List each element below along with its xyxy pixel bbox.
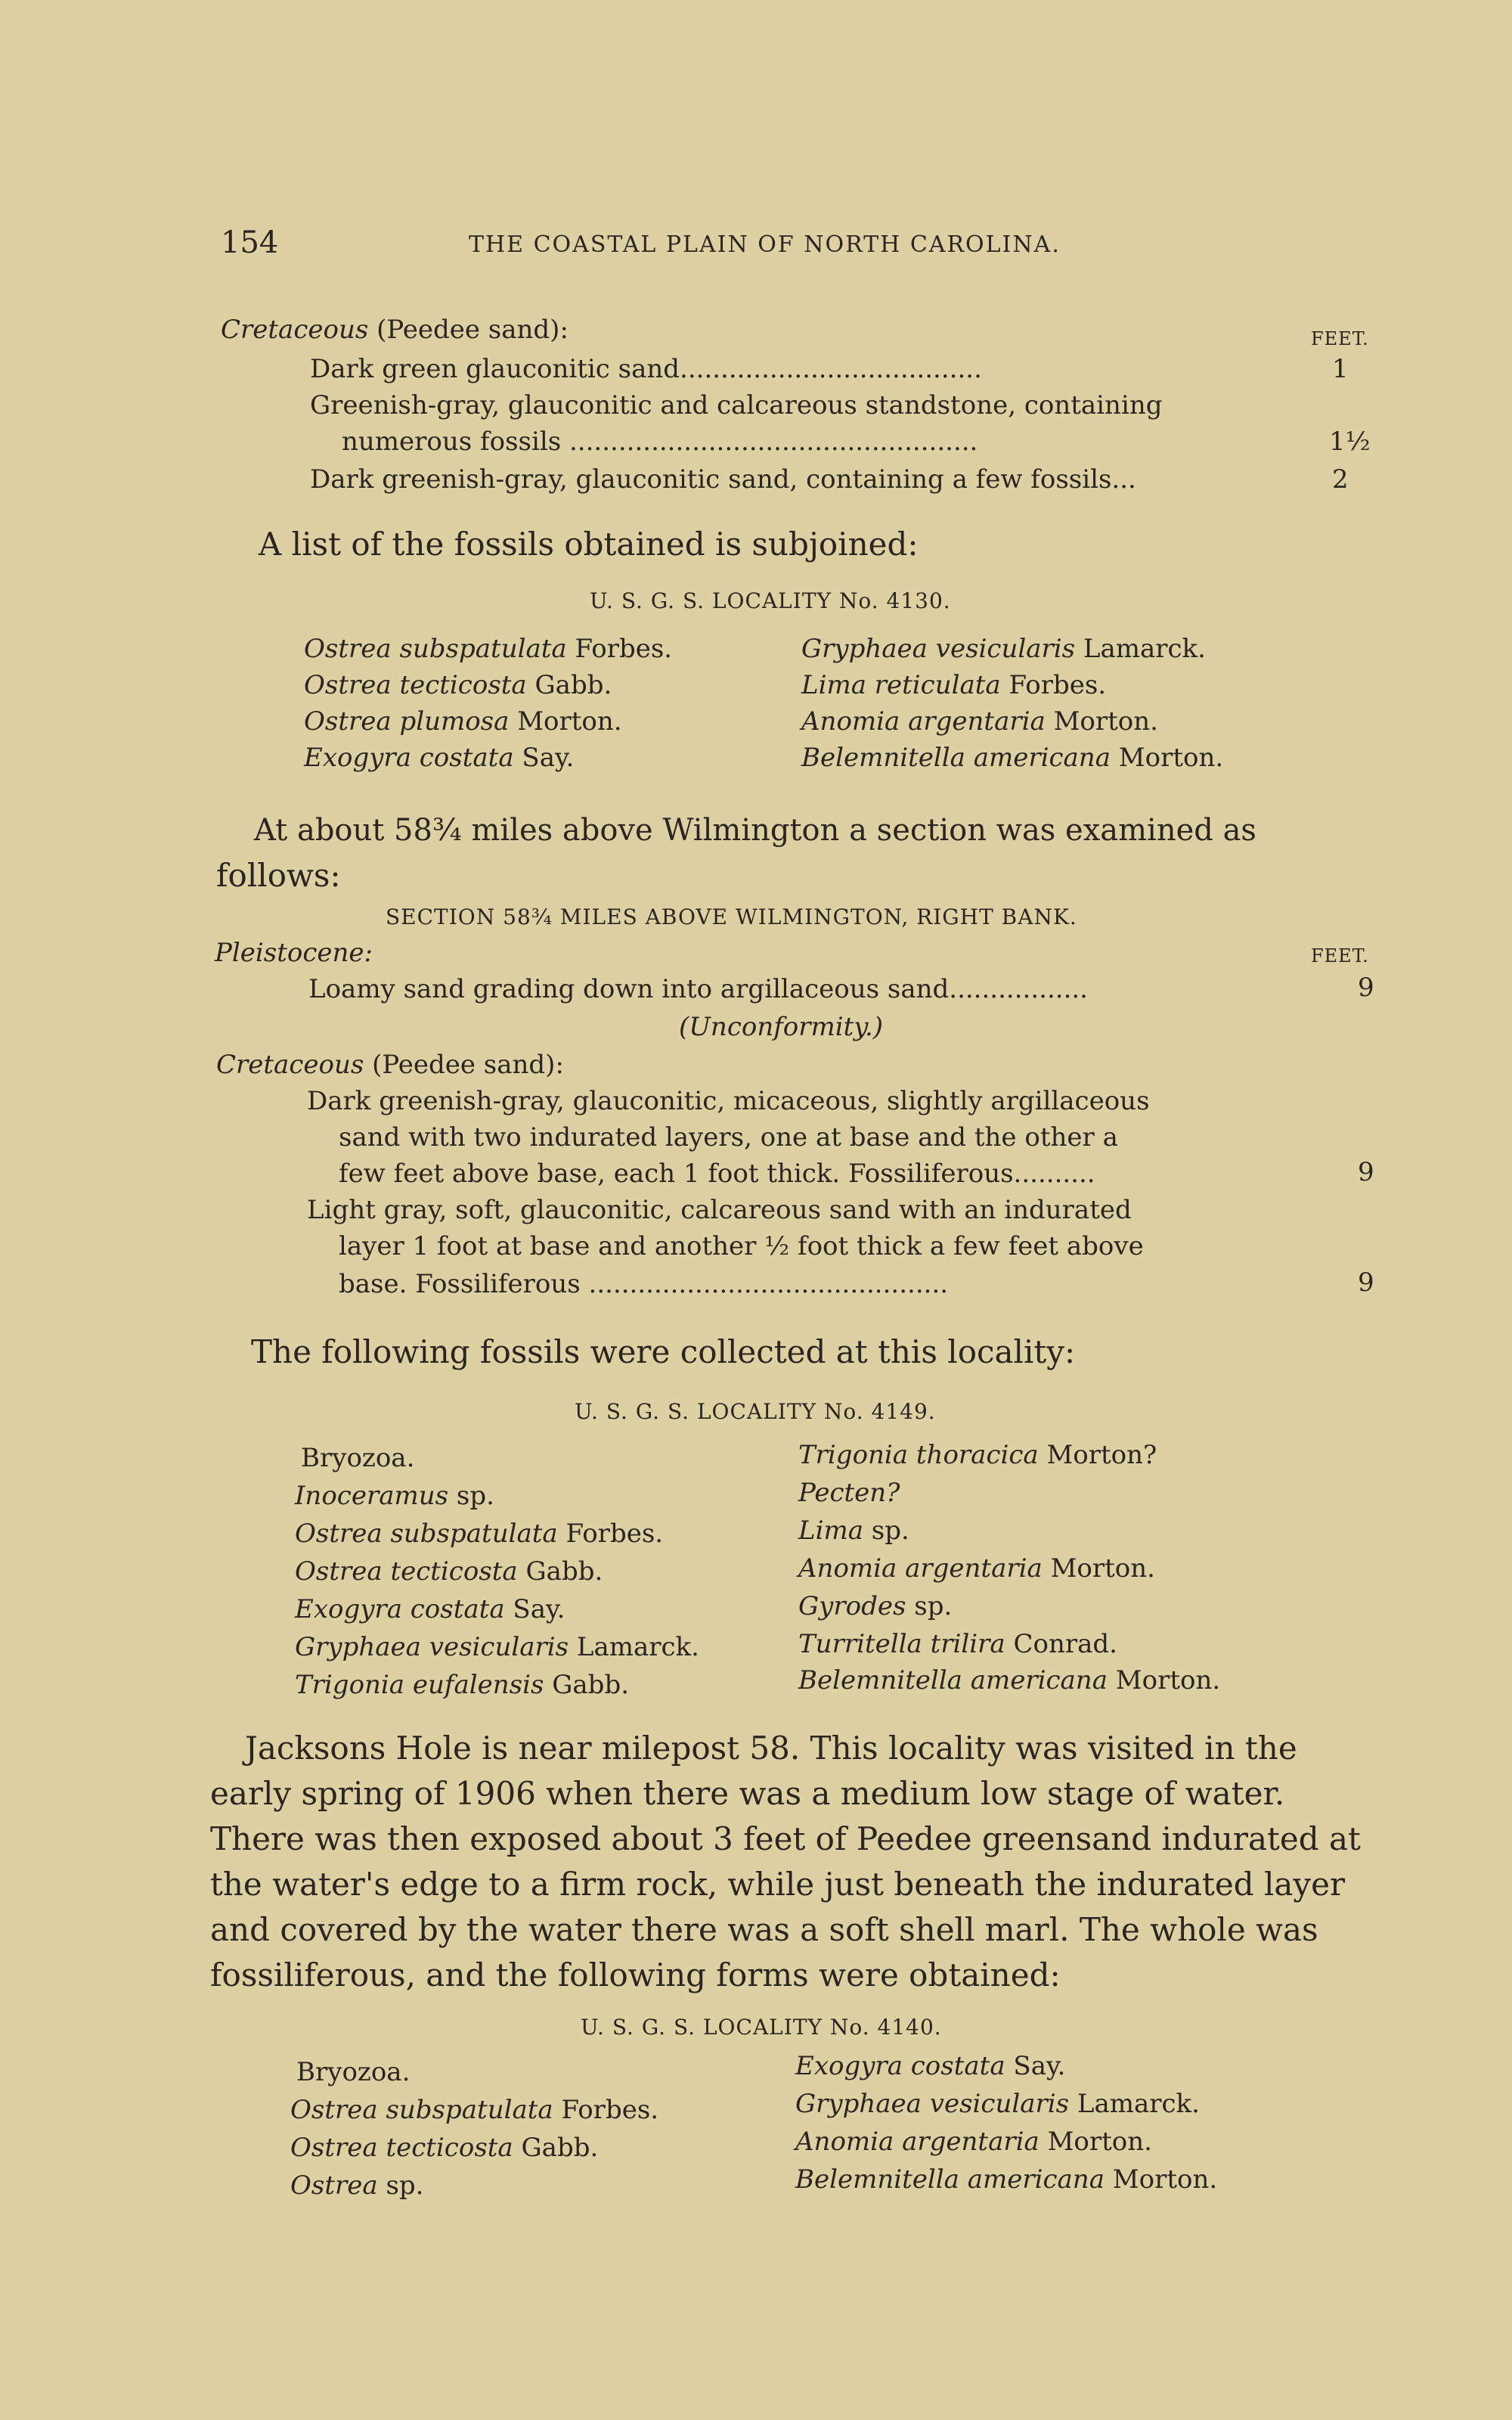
fossil-list-item: Gyrodes sp. xyxy=(798,1591,953,1621)
fossil-list-item: Ostrea sp. xyxy=(290,2170,424,2201)
section1-heading xyxy=(221,315,569,345)
section1-row-4-value: 2 xyxy=(1332,464,1349,495)
section1-row-4: Dark greenish-gray, glauconitic sand, containing a few fossils... xyxy=(310,464,1136,495)
fossil-list-item: Ostrea plumosa Morton. xyxy=(304,706,622,737)
section1-row-1-value: 1 xyxy=(1332,354,1349,384)
fossil-list-item: Belemnitella americana Morton. xyxy=(798,1665,1221,1696)
fossil-list-item: Lima reticulata Forbes. xyxy=(801,670,1107,700)
fossil-list-item: Ostrea subspatulata Forbes. xyxy=(295,1519,664,1549)
pleistocene-row-value: 9 xyxy=(1358,973,1374,1003)
section1-heading-italic: Cretaceous xyxy=(221,315,369,345)
section1-row-3: numerous fossils .................................................. xyxy=(342,427,978,457)
fossil-list-item: Belemnitella americana Morton. xyxy=(795,2164,1218,2195)
section1-row-2: Greenish-gray, glauconitic and calcareous standstone, containing xyxy=(310,390,1163,420)
section2-line-1: Dark greenish-gray, glauconitic, micaceous, slightly argillaceous xyxy=(307,1086,1150,1116)
section1-units: FEET. xyxy=(1311,328,1369,349)
locality-4149-caption: U. S. G. S. LOCALITY No. 4149. xyxy=(575,1399,936,1424)
fossil-list-item: Gryphaea vesicularis Lamarck. xyxy=(795,2089,1200,2119)
paragraph-4-line-2: early spring of 1906 when there was a medium low stage of water. xyxy=(210,1775,1285,1812)
fossil-list-item: Ostrea subspatulata Forbes. xyxy=(290,2095,659,2125)
fossil-list-item: Anomia argentaria Morton. xyxy=(795,2127,1152,2157)
fossil-list-item: Turritella trilira Conrad. xyxy=(798,1629,1117,1659)
pleistocene-label: Pleistocene: xyxy=(215,938,373,968)
section2-units: FEET. xyxy=(1311,945,1369,966)
paragraph-4-line-5: and covered by the water there was a soft shell marl. The whole was xyxy=(210,1911,1318,1948)
paragraph-2-line-1: At about 58¾ miles above Wilmington a section was examined as xyxy=(254,813,1256,848)
paragraph-4-line-6: fossiliferous, and the following forms were obtained: xyxy=(210,1956,1061,1993)
running-title: THE COASTAL PLAIN OF NORTH CAROLINA. xyxy=(469,231,1061,258)
fossil-list-item: Belemnitella americana Morton. xyxy=(801,743,1224,773)
fossil-list-item: Gryphaea vesicularis Lamarck. xyxy=(801,634,1206,664)
fossil-list-item: Ostrea tecticosta Gabb. xyxy=(290,2133,599,2163)
section1-heading-rest: (Peedee sand): xyxy=(376,315,569,345)
section2-cretaceous-heading: Cretaceous (Peedee sand): xyxy=(216,1050,564,1080)
paragraph-4-line-1: Jacksons Hole is near milepost 58. This locality was visited in the xyxy=(245,1730,1297,1767)
section1-row-1: Dark green glauconitic sand..................................... xyxy=(310,354,982,384)
fossil-list-item: Pecten? xyxy=(798,1478,900,1508)
section2-value-2: 9 xyxy=(1358,1267,1374,1298)
section2-line-4: Light gray, soft, glauconitic, calcareous sand with an indurated xyxy=(307,1195,1132,1225)
page-number: 154 xyxy=(221,225,279,260)
fossil-list-item: Anomia argentaria Morton. xyxy=(798,1553,1155,1584)
fossil-list-item: Exogyra costata Say. xyxy=(304,743,575,773)
paragraph-4-line-3: There was then exposed about 3 feet of Peedee greensand indurated at xyxy=(210,1820,1361,1857)
fossil-list-item: Exogyra costata Say. xyxy=(295,1594,565,1624)
section2-line-2: sand with two indurated layers, one at base and the other a xyxy=(339,1122,1118,1153)
paragraph-2-line-2: follows: xyxy=(216,857,341,894)
fossil-list-item: Ostrea tecticosta Gabb. xyxy=(304,670,612,700)
fossil-list-item: Ostrea subspatulata Forbes. xyxy=(304,634,673,664)
fossil-list-item: Lima sp. xyxy=(798,1516,909,1546)
section2-value-1: 9 xyxy=(1358,1157,1374,1187)
fossil-list-item: Trigonia eufalensis Gabb. xyxy=(295,1670,630,1700)
section2-line-5: layer 1 foot at base and another ½ foot thick a few feet above xyxy=(339,1231,1144,1261)
fossil-list-item: Inoceramus sp. xyxy=(295,1481,494,1511)
paragraph-4-line-4: the water's edge to a firm rock, while just beneath the indurated layer xyxy=(210,1866,1346,1903)
section-58-caption: SECTION 58¾ MILES ABOVE WILMINGTON, RIGHT BANK. xyxy=(386,904,1077,929)
paragraph-1: A list of the fossils obtained is subjoined: xyxy=(259,526,919,563)
fossil-list-item: Trigonia thoracica Morton? xyxy=(798,1440,1157,1470)
fossil-list-item: Gryphaea vesicularis Lamarck. xyxy=(295,1632,699,1662)
fossil-list-item: Bryozoa. xyxy=(301,1443,415,1473)
locality-4130-caption: U. S. G. S. LOCALITY No. 4130. xyxy=(590,588,951,613)
fossil-list-item: Anomia argentaria Morton. xyxy=(801,706,1158,737)
locality-4140-caption: U. S. G. S. LOCALITY No. 4140. xyxy=(581,2015,942,2040)
pleistocene-row: Loamy sand grading down into argillaceous sand................. xyxy=(308,974,1088,1004)
section1-row-3-value: 1½ xyxy=(1329,427,1371,457)
section2-line-3: few feet above base, each 1 foot thick. Fossiliferous.......... xyxy=(339,1159,1095,1189)
paragraph-3: The following fossils were collected at this locality: xyxy=(251,1333,1076,1370)
fossil-list-item: Ostrea tecticosta Gabb. xyxy=(295,1556,603,1587)
fossil-list-item: Bryozoa. xyxy=(296,2057,411,2087)
section2-line-6: base. Fossiliferous ............................................ xyxy=(339,1269,949,1299)
fossil-list-item: Exogyra costata Say. xyxy=(795,2051,1066,2081)
unconformity-note: (Unconformity.) xyxy=(679,1012,884,1042)
